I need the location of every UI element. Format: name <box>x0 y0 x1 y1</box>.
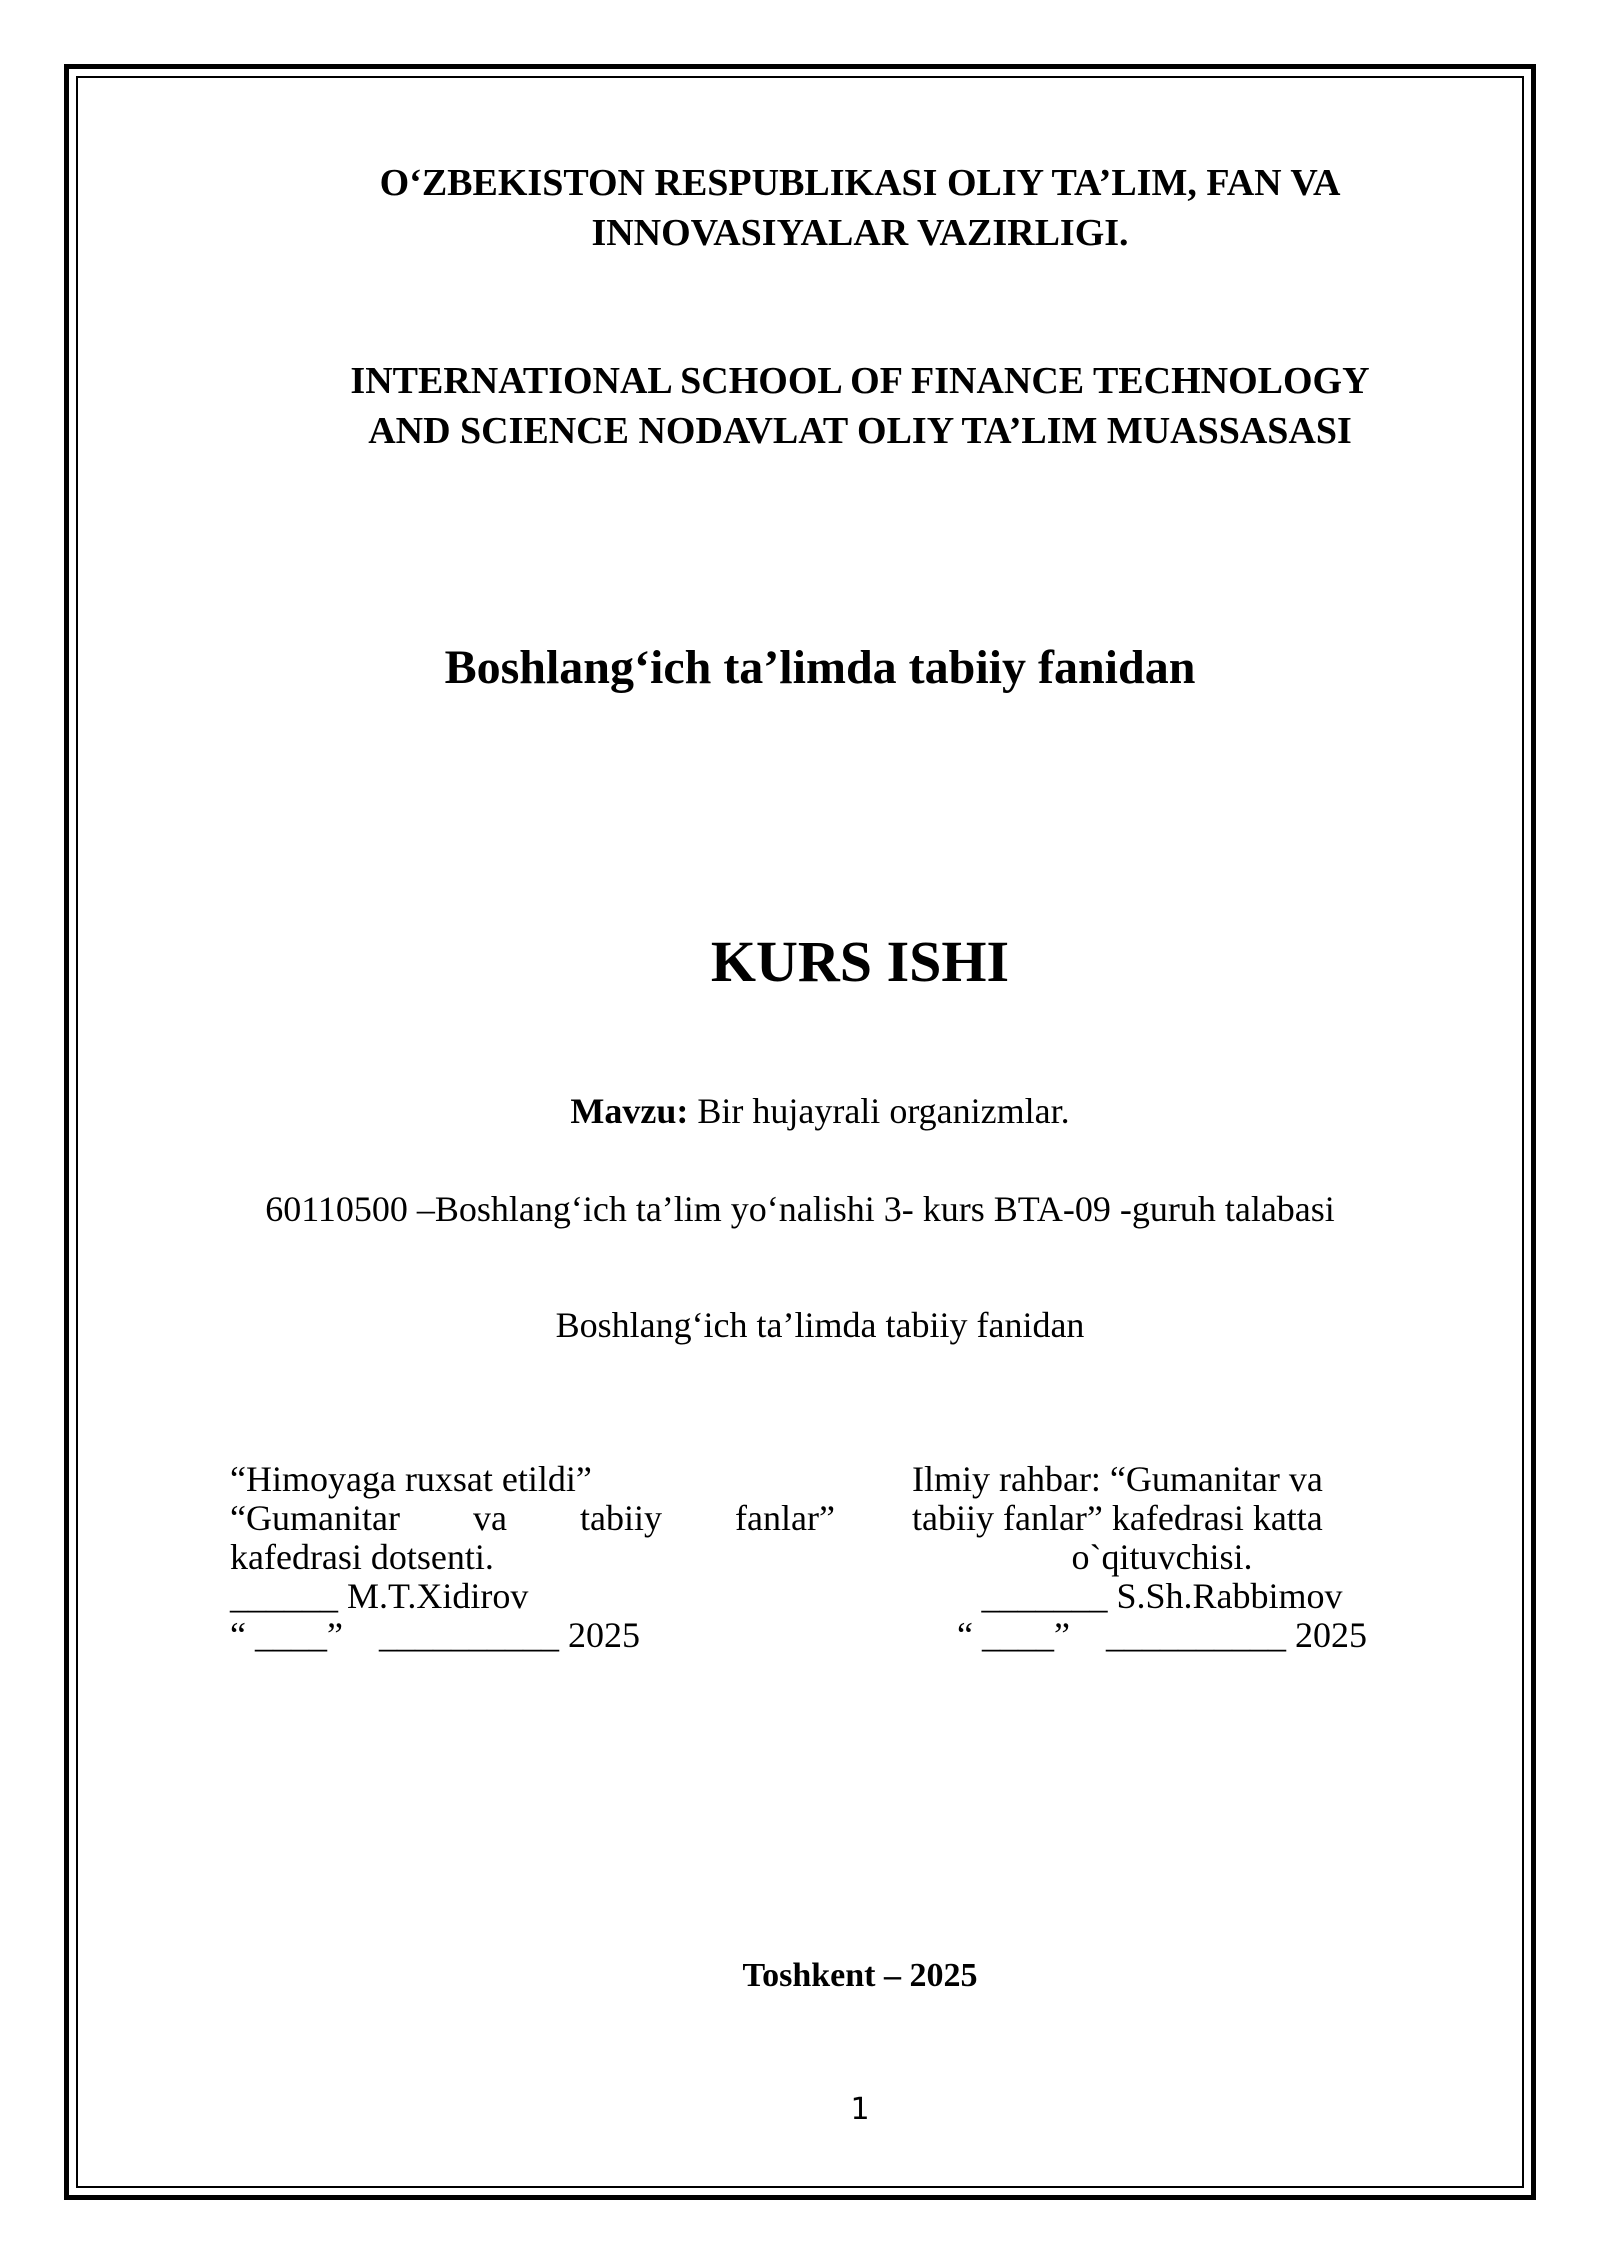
ministry-line-2: INNOVASIYALAR VAZIRLIGI. <box>591 212 1129 254</box>
approval-date: “ ____” __________ 2025 <box>230 1615 640 1655</box>
ministry-heading <box>240 158 1480 258</box>
document-type-title: KURS ISHI <box>710 929 1010 994</box>
supervisor-line-1: Ilmiy rahbar: “Gumanitar va <box>912 1459 1323 1499</box>
approval-word: “Gumanitar <box>230 1498 400 1538</box>
approval-word: va <box>472 1498 507 1538</box>
approval-line-1: “Himoyaga ruxsat etildi” <box>230 1459 592 1499</box>
group-line: 60110500 –Boshlang‘ich ta’lim yo‘nalishi 3- kurs BTA-09 -guruh talabasi <box>265 1189 1335 1229</box>
topic-line <box>240 1088 1400 1134</box>
approval-block <box>230 1460 835 1655</box>
approval-word: fanlar” <box>735 1498 835 1538</box>
school-line-2: AND SCIENCE NODAVLAT OLIY TA’LIM MUASSASASI <box>368 410 1352 452</box>
topic-value: Bir hujayrali organizmlar. <box>688 1091 1070 1131</box>
school-line-1: INTERNATIONAL SCHOOL OF FINANCE TECHNOLOGY <box>350 360 1370 402</box>
approval-line-2 <box>230 1499 835 1538</box>
page-number: 1 <box>850 2092 870 2127</box>
school-heading <box>240 356 1480 456</box>
city-year: Toshkent – 2025 <box>742 1957 978 1994</box>
subject-title: Boshlang‘ich ta’limda tabiiy fanidan <box>444 641 1196 694</box>
subject-line: Boshlang‘ich ta’limda tabiiy fanidan <box>555 1305 1085 1345</box>
supervisor-block <box>912 1460 1412 1655</box>
ministry-line-1: O‘ZBEKISTON RESPUBLIKASI OLIY TA’LIM, FAN VA <box>379 162 1341 204</box>
topic-label: Mavzu: <box>570 1091 689 1131</box>
supervisor-line-3: o`qituvchisi. <box>1071 1537 1253 1577</box>
supervisor-signature: _______ S.Sh.Rabbimov <box>981 1576 1343 1616</box>
approval-word: tabiiy <box>580 1498 662 1538</box>
supervisor-date: “ ____” __________ 2025 <box>957 1615 1367 1655</box>
approval-signature: ______ M.T.Xidirov <box>230 1576 529 1616</box>
approval-line-3: kafedrasi dotsenti. <box>230 1537 494 1577</box>
supervisor-line-2: tabiiy fanlar” kafedrasi katta <box>912 1498 1323 1538</box>
